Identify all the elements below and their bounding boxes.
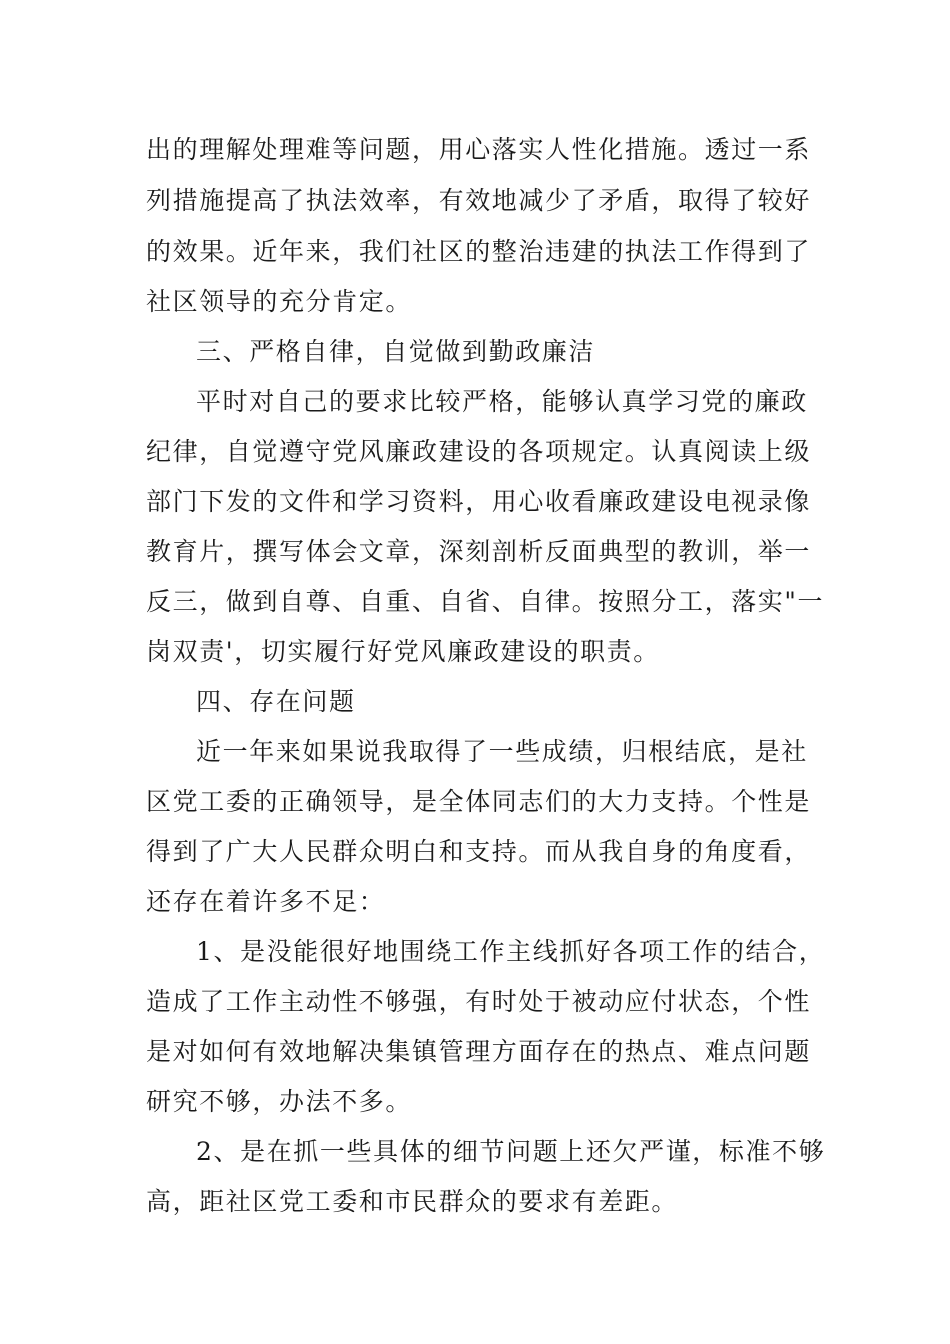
paragraph-line: 部门下发的文件和学习资料，用心收看廉政建设电视录像: [146, 487, 812, 516]
section-heading: 四、存在问题: [196, 687, 356, 716]
list-item-line: 造成了工作主动性不够强，有时处于被动应付状态，个性: [146, 987, 812, 1016]
paragraph-line: 出的理解处理难等问题，用心落实人性化措施。透过一系: [146, 135, 812, 164]
paragraph-line: 近一年来如果说我取得了一些成绩，归根结底，是社: [196, 737, 808, 766]
paragraph-line: 的效果。近年来，我们社区的整治违建的执法工作得到了: [146, 237, 812, 266]
list-item-line: 是对如何有效地解决集镇管理方面存在的热点、难点问题: [146, 1037, 812, 1066]
paragraph-line: 岗双责'，切实履行好党风廉政建设的职责。: [146, 637, 660, 666]
list-item-line: 1、是没能很好地围绕工作主线抓好各项工作的结合，: [196, 937, 826, 966]
list-item-line: 高，距社区党工委和市民群众的要求有差距。: [146, 1187, 679, 1216]
paragraph-line: 得到了广大人民群众明白和支持。而从我自身的角度看，: [146, 837, 812, 866]
paragraph-line: 社区领导的充分肯定。: [146, 287, 413, 316]
paragraph-line: 还存在着许多不足：: [146, 887, 386, 916]
paragraph-line: 列措施提高了执法效率，有效地减少了矛盾，取得了较好: [146, 186, 812, 215]
paragraph-line: 纪律，自觉遵守党风廉政建设的各项规定。认真阅读上级: [146, 437, 812, 466]
paragraph-line: 教育片，撰写体会文章，深刻剖析反面典型的教训，举一: [146, 537, 812, 566]
paragraph-line: 反三，做到自尊、自重、自省、自律。按照分工，落实"一: [146, 587, 825, 616]
paragraph-line: 平时对自己的要求比较严格，能够认真学习党的廉政: [196, 387, 808, 416]
list-item-line: 2、是在抓一些具体的细节问题上还欠严谨，标准不够: [196, 1137, 826, 1166]
list-item-line: 研究不够，办法不多。: [146, 1087, 413, 1116]
section-heading: 三、严格自律，自觉做到勤政廉洁: [196, 337, 596, 366]
paragraph-line: 区党工委的正确领导，是全体同志们的大力支持。个性是: [146, 787, 812, 816]
